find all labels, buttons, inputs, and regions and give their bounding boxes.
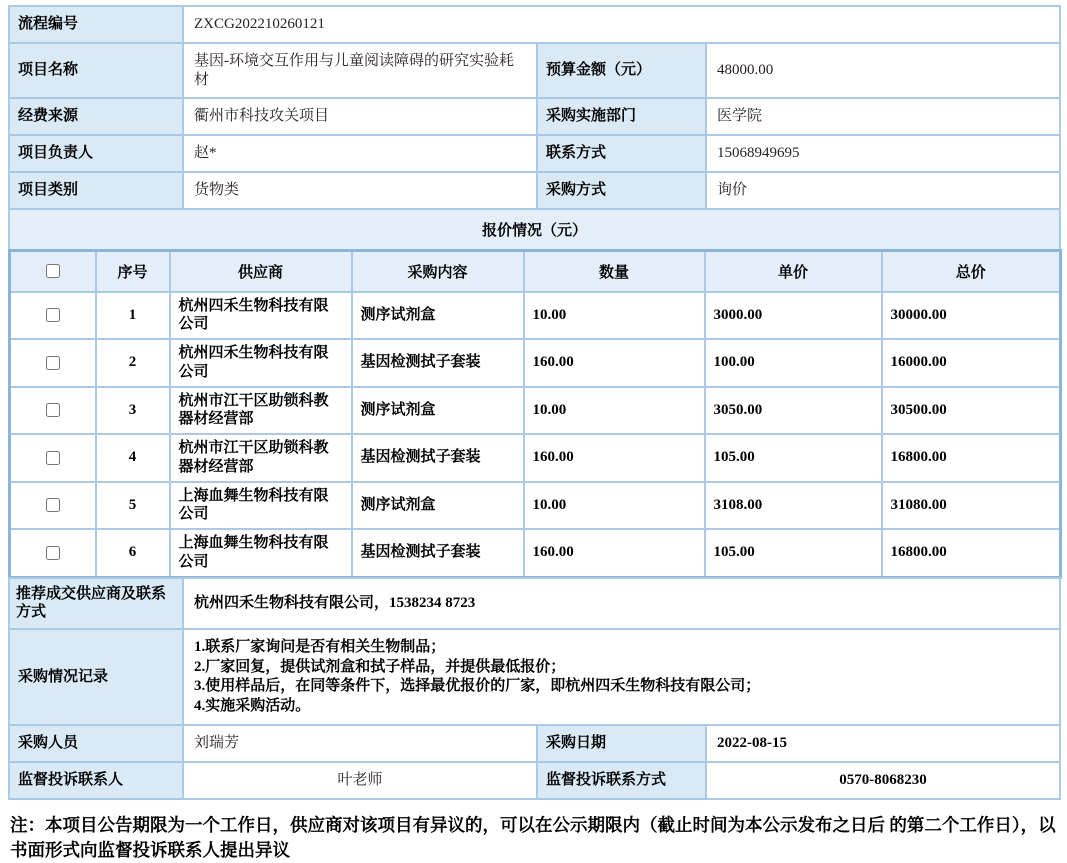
quote-section-title-row — [9, 209, 1060, 250]
supervision-row — [9, 762, 1060, 799]
unit-price: 100.00 — [705, 339, 882, 387]
quote-row — [10, 434, 1061, 482]
row-checkbox-cell — [10, 434, 96, 482]
purchase-date-value: 2022-08-15 — [706, 725, 1060, 762]
project-category-label: 项目类别 — [9, 172, 183, 209]
quote-row — [10, 529, 1061, 577]
record-line-3: 3.使用样品后，在同等条件下，选择最优报价的厂家，即杭州四禾生物科技有限公司； — [194, 677, 1049, 697]
col-header-unit-price: 单价 — [705, 250, 882, 292]
quote-row — [10, 387, 1061, 435]
row-checkbox-cell — [10, 482, 96, 530]
department-value: 医学院 — [706, 98, 1060, 135]
contact-label: 联系方式 — [537, 135, 706, 172]
record-line-4: 4.实施采购活动。 — [194, 697, 1049, 717]
quote-section-title: 报价情况（元） — [9, 209, 1060, 250]
total-price: 16800.00 — [882, 529, 1061, 577]
purchase-record-row — [9, 629, 1060, 725]
project-leader-value: 赵* — [183, 135, 537, 172]
recommend-supplier-label: 推荐成交供应商及联系方式 — [9, 578, 183, 630]
supplier-name: 杭州四禾生物科技有限公司 — [170, 339, 352, 387]
process-no-value: ZXCG202210260121 — [183, 6, 1060, 43]
quote-header-row — [10, 250, 1061, 292]
buyer-value: 刘瑞芳 — [183, 725, 537, 762]
total-price: 30000.00 — [882, 292, 1061, 340]
purchase-content: 基因检测拭子套装 — [352, 339, 524, 387]
purchase-content: 测序试剂盒 — [352, 387, 524, 435]
budget-label: 预算金额（元） — [537, 43, 706, 99]
project-leader-label: 项目负责人 — [9, 135, 183, 172]
purchase-record-value — [183, 629, 1060, 725]
quantity: 10.00 — [524, 482, 705, 530]
recommend-row — [9, 578, 1060, 630]
total-price: 30500.00 — [882, 387, 1061, 435]
row-number: 6 — [96, 529, 170, 577]
unit-price: 105.00 — [705, 529, 882, 577]
project-name-value: 基因-环境交互作用与儿童阅读障碍的研究实验耗材 — [183, 43, 537, 99]
funding-source-value: 衢州市科技攻关项目 — [183, 98, 537, 135]
record-line-1: 1.联系厂家询问是否有相关生物制品； — [194, 638, 1049, 658]
unit-price: 3108.00 — [705, 482, 882, 530]
quote-row — [10, 339, 1061, 387]
row-number: 2 — [96, 339, 170, 387]
col-header-no: 序号 — [96, 250, 170, 292]
info-row-funding — [9, 98, 1060, 135]
contact-value: 15068949695 — [706, 135, 1060, 172]
purchase-date-label: 采购日期 — [537, 725, 706, 762]
row-checkbox[interactable] — [46, 451, 60, 465]
purchase-content: 基因检测拭子套装 — [352, 434, 524, 482]
purchase-method-value: 询价 — [706, 172, 1060, 209]
row-checkbox[interactable] — [46, 356, 60, 370]
project-category-value: 货物类 — [183, 172, 537, 209]
purchase-record-label: 采购情况记录 — [9, 629, 183, 725]
row-checkbox-cell — [10, 387, 96, 435]
purchase-content: 测序试剂盒 — [352, 292, 524, 340]
row-checkbox-cell — [10, 339, 96, 387]
supervision-contact-label: 监督投诉联系人 — [9, 762, 183, 799]
select-all-cell — [10, 250, 96, 292]
supervision-phone-label: 监督投诉联系方式 — [537, 762, 706, 799]
quantity: 160.00 — [524, 529, 705, 577]
row-checkbox-cell — [10, 292, 96, 340]
supplier-name: 杭州市江干区助锁科教器材经营部 — [170, 434, 352, 482]
select-all-checkbox[interactable] — [46, 264, 60, 278]
info-row-leader — [9, 135, 1060, 172]
row-checkbox[interactable] — [46, 498, 60, 512]
process-no-label: 流程编号 — [9, 6, 183, 43]
total-price: 31080.00 — [882, 482, 1061, 530]
col-header-quantity: 数量 — [524, 250, 705, 292]
row-checkbox[interactable] — [46, 546, 60, 560]
supplier-name: 上海血舞生物科技有限公司 — [170, 529, 352, 577]
project-name-label: 项目名称 — [9, 43, 183, 99]
total-price: 16000.00 — [882, 339, 1061, 387]
row-number: 5 — [96, 482, 170, 530]
department-label: 采购实施部门 — [537, 98, 706, 135]
row-number: 3 — [96, 387, 170, 435]
purchase-method-label: 采购方式 — [537, 172, 706, 209]
quote-row — [10, 482, 1061, 530]
quantity: 10.00 — [524, 292, 705, 340]
purchase-content: 测序试剂盒 — [352, 482, 524, 530]
total-price: 16800.00 — [882, 434, 1061, 482]
col-header-total-price: 总价 — [882, 250, 1061, 292]
buyer-row — [9, 725, 1060, 762]
quote-row — [10, 292, 1061, 340]
project-info-table — [8, 5, 1061, 251]
info-row-category — [9, 172, 1060, 209]
recommend-supplier-value: 杭州四禾生物科技有限公司，1538234 8723 — [183, 578, 1060, 630]
row-checkbox-cell — [10, 529, 96, 577]
quote-table-body — [10, 292, 1061, 578]
funding-source-label: 经费来源 — [9, 98, 183, 135]
supplier-name: 杭州四禾生物科技有限公司 — [170, 292, 352, 340]
row-number: 4 — [96, 434, 170, 482]
row-number: 1 — [96, 292, 170, 340]
unit-price: 105.00 — [705, 434, 882, 482]
row-checkbox[interactable] — [46, 308, 60, 322]
col-header-supplier: 供应商 — [170, 250, 352, 292]
supplier-name: 上海血舞生物科技有限公司 — [170, 482, 352, 530]
info-row-process-no — [9, 6, 1060, 43]
quantity: 160.00 — [524, 434, 705, 482]
supervision-phone-value: 0570-8068230 — [706, 762, 1060, 799]
budget-value: 48000.00 — [706, 43, 1060, 99]
footer-note: 注：本项目公告期限为一个工作日，供应商对该项目有异议的，可以在公示期限内（截止时间为本公示发布之日后 的第二个工作日），以书面形式向监督投诉联系人提出异议 — [10, 813, 1057, 863]
record-line-2: 2.厂家回复，提供试剂盒和拭子样品，并提供最低报价； — [194, 658, 1049, 678]
summary-table — [8, 577, 1061, 800]
quantity: 10.00 — [524, 387, 705, 435]
quote-table — [8, 249, 1062, 579]
row-checkbox[interactable] — [46, 403, 60, 417]
unit-price: 3050.00 — [705, 387, 882, 435]
quantity: 160.00 — [524, 339, 705, 387]
supplier-name: 杭州市江干区助锁科教器材经营部 — [170, 387, 352, 435]
unit-price: 3000.00 — [705, 292, 882, 340]
col-header-content: 采购内容 — [352, 250, 524, 292]
buyer-label: 采购人员 — [9, 725, 183, 762]
info-row-project-name — [9, 43, 1060, 99]
purchase-content: 基因检测拭子套装 — [352, 529, 524, 577]
supervision-contact-value: 叶老师 — [183, 762, 537, 799]
